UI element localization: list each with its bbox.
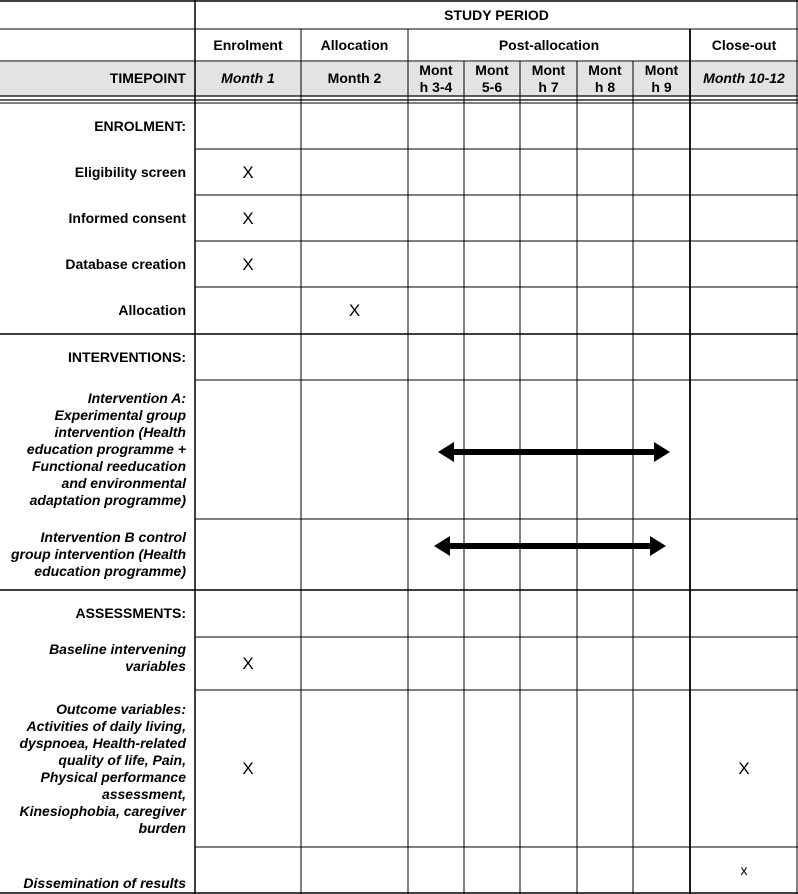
- mark-allocation: X: [348, 301, 361, 320]
- timepoint-month-10-12: Month 10-12: [703, 70, 785, 86]
- timepoint-label: TIMEPOINT: [109, 70, 186, 86]
- mark-database: X: [242, 254, 254, 274]
- mark-outcome-month1: X: [242, 759, 254, 778]
- row-baseline-variables: Baseline intervening variables: [49, 641, 186, 674]
- timepoint-month-8: Mont h 8: [588, 61, 622, 95]
- timepoint-month-5-6: Mont 5-6: [475, 61, 509, 95]
- phase-allocation: Allocation: [320, 36, 389, 53]
- row-informed-consent: Informed consent: [68, 209, 186, 226]
- section-assessments-title: ASSESSMENTS:: [75, 605, 186, 621]
- row-database-creation: Database creation: [65, 255, 186, 272]
- phase-close-out: Close-out: [711, 36, 777, 53]
- timepoint-month-3-4: Mont h 3-4: [419, 61, 453, 95]
- section-enrolment-title: ENROLMENT:: [94, 117, 186, 134]
- phase-enrolment: Enrolment: [213, 36, 283, 53]
- intervention-a-duration-arrow: [436, 440, 672, 464]
- mark-dissemination: x: [740, 861, 748, 878]
- row-dissemination: Dissemination of results: [23, 875, 186, 891]
- study-period-header: STUDY PERIOD: [444, 6, 549, 23]
- timepoint-month-1: Month 1: [221, 70, 275, 86]
- timepoint-month-2: Month 2: [327, 70, 382, 86]
- row-allocation: Allocation: [118, 302, 186, 318]
- section-interventions-title: INTERVENTIONS:: [68, 348, 186, 365]
- row-intervention-b: Intervention B control group intervention (Health education programme): [11, 529, 186, 579]
- row-intervention-a: Intervention A: Experimental group intervention (Health education programme + Functional reeducation and environmental adaptation programme): [26, 390, 186, 508]
- mark-outcome-closeout: X: [738, 759, 750, 778]
- intervention-b-duration-arrow: [432, 534, 668, 558]
- timepoint-month-7: Mont h 7: [531, 61, 566, 95]
- row-eligibility-screen: Eligibility screen: [74, 163, 186, 180]
- mark-baseline: X: [242, 654, 254, 673]
- phase-post-allocation: Post-allocation: [498, 36, 600, 53]
- mark-consent: X: [242, 208, 254, 228]
- mark-eligibility: X: [242, 162, 254, 182]
- timepoint-month-9: Mont h 9: [644, 61, 679, 95]
- row-outcome-variables: Outcome variables: Activities of daily living, dyspnoea, Health-related quality of life, Pain, Physical performance assessment, Kinesiophobia, caregiver burden: [19, 700, 186, 836]
